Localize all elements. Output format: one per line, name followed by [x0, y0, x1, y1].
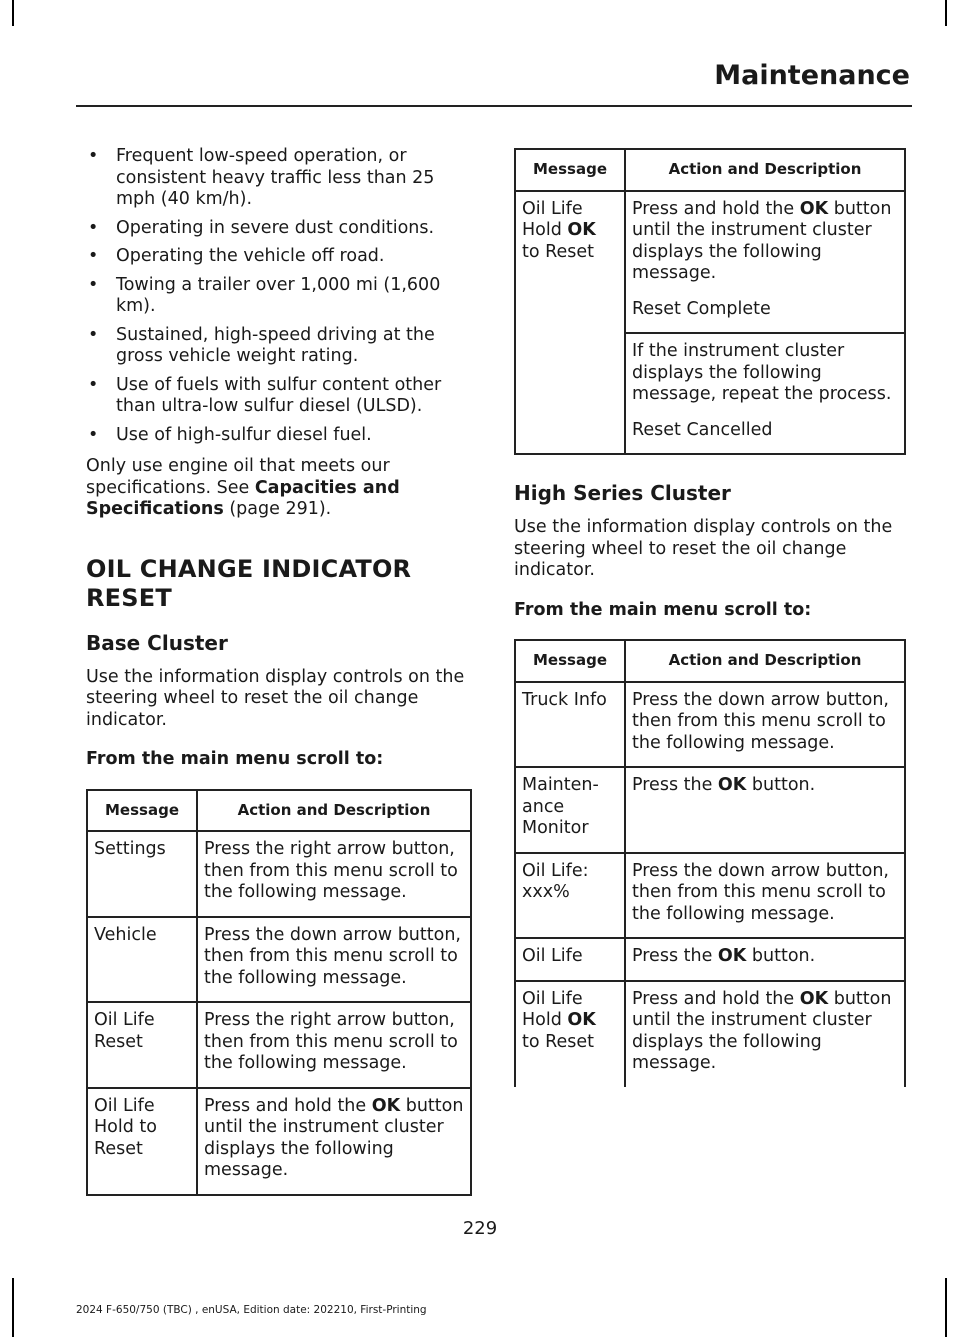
- page-number: 229: [462, 1218, 498, 1239]
- action-cell: [625, 191, 905, 334]
- action-text: button until the instrument cluster displays the following message.: [632, 988, 892, 1073]
- display-message: Reset Cancelled: [632, 419, 773, 440]
- bullet-icon: •: [88, 324, 99, 345]
- high-series-heading: High Series Cluster: [514, 481, 731, 505]
- ok-label: OK: [371, 1095, 401, 1116]
- crop-mark-top-left-v: [12, 0, 14, 26]
- table-row: [515, 191, 905, 334]
- action-text: Press the: [632, 775, 718, 795]
- high-series-text: Use the information display controls on the steering wheel to reset the oil change indicator.: [514, 517, 893, 580]
- ok-label: OK: [799, 198, 829, 219]
- column-header-action: Action and Description: [625, 640, 905, 682]
- list-item: [86, 246, 472, 268]
- message-text: Oil Life Hold: [522, 198, 583, 240]
- list-item: [86, 425, 472, 447]
- table-row: [87, 831, 471, 917]
- table-row: [515, 981, 905, 1087]
- message-cell: [515, 981, 625, 1087]
- action-cell: [625, 333, 905, 454]
- action-cell: Press the down arrow button, then from this menu scroll to the following message.: [625, 682, 905, 768]
- display-message: Reset Complete: [632, 298, 771, 319]
- list-item-text: Operating in severe dust conditions.: [116, 217, 435, 238]
- column-header-message: Message: [515, 640, 625, 682]
- list-item: [86, 146, 472, 211]
- bullet-icon: •: [88, 424, 99, 445]
- table-row: [515, 767, 905, 853]
- base-cluster-lead: From the main menu scroll to:: [86, 749, 384, 769]
- ok-label: OK: [799, 988, 829, 1009]
- action-text: If the instrument cluster displays the following message, repeat the process.: [632, 341, 892, 404]
- action-cell: Press the down arrow button, then from this menu scroll to the following message.: [625, 853, 905, 939]
- action-text: Press and hold the: [204, 1095, 372, 1116]
- message-cell: Settings: [87, 831, 197, 917]
- capacities-link[interactable]: Capacities and Specifications: [86, 477, 400, 519]
- column-header-message: Message: [87, 790, 197, 832]
- table-row: [87, 1002, 471, 1088]
- table-row: [87, 1088, 471, 1195]
- list-item: [86, 218, 472, 240]
- edition-footer: 2024 F-650/750 (TBC) , enUSA, Edition date: 202210, First-Printing: [76, 1304, 427, 1316]
- list-item-text: Frequent low-speed operation, or consistent heavy traffic less than 25 mph (40 km/h).: [116, 146, 435, 209]
- column-header-action: Action and Description: [197, 790, 471, 832]
- message-cell: Oil Life Reset: [87, 1002, 197, 1088]
- list-item-text: Operating the vehicle off road.: [116, 246, 385, 266]
- right-column: [514, 148, 906, 1087]
- message-text: to Reset: [522, 241, 595, 262]
- ok-label: OK: [717, 946, 747, 966]
- base-cluster-table: [86, 789, 472, 1196]
- message-cell: Mainten-ance Monitor: [515, 767, 625, 853]
- action-text-part: Press and hold the: [632, 198, 800, 219]
- message-cell: Oil Life Hold to Reset: [87, 1088, 197, 1195]
- crop-mark-bottom-right-v: [945, 1278, 947, 1337]
- section-title-line-2: RESET: [86, 583, 172, 612]
- table-row: [515, 938, 905, 981]
- message-cell: Truck Info: [515, 682, 625, 768]
- bullet-icon: •: [88, 374, 99, 395]
- table-row: [87, 917, 471, 1003]
- list-item-text: Towing a trailer over 1,000 mi (1,600 km).: [116, 274, 441, 316]
- message-cell: Vehicle: [87, 917, 197, 1003]
- action-cell: [625, 981, 905, 1087]
- table-header-row: [87, 790, 471, 832]
- header-rule: [76, 105, 912, 107]
- section-title-line-1: OIL CHANGE INDICATOR: [86, 554, 412, 583]
- list-item: [86, 325, 472, 368]
- bullet-icon: •: [88, 246, 99, 266]
- oil-spec-paragraph: [86, 456, 472, 521]
- table-header-row: [515, 640, 905, 682]
- column-header-action: Action and Description: [625, 149, 905, 191]
- high-series-table: [514, 639, 906, 1087]
- action-cell: [625, 767, 905, 853]
- list-item-text: Use of high-sulfur diesel fuel.: [116, 424, 372, 445]
- action-text: Press and hold the: [632, 988, 800, 1009]
- action-text-part: button until the instrument cluster displays the following message.: [632, 198, 892, 283]
- table-header-row: [515, 149, 905, 191]
- list-item: [86, 275, 472, 318]
- list-item: [86, 375, 472, 418]
- action-cell: Press the down arrow button, then from this menu scroll to the following message.: [197, 917, 471, 1003]
- action-text: button.: [746, 775, 816, 795]
- page-reference: (page 291).: [223, 499, 332, 519]
- message-cell: Oil Life: [515, 938, 625, 981]
- action-text: [632, 199, 898, 285]
- message-cell: [515, 191, 625, 455]
- crop-mark-top-right-v: [945, 0, 947, 26]
- table-row: [515, 682, 905, 768]
- message-cell: Oil Life: xxx%: [515, 853, 625, 939]
- bullet-icon: •: [88, 274, 99, 295]
- base-cluster-table-continued: [514, 148, 906, 455]
- action-cell: Press the right arrow button, then from this menu scroll to the following message.: [197, 831, 471, 917]
- column-header-message: Message: [515, 149, 625, 191]
- action-cell: [625, 938, 905, 981]
- base-cluster-text: Use the information display controls on the steering wheel to reset the oil change indicator.: [86, 666, 465, 730]
- page-title: Maintenance: [714, 60, 910, 91]
- ok-label: OK: [567, 220, 596, 240]
- action-cell: [197, 1088, 471, 1195]
- action-text: Press the: [632, 946, 718, 966]
- action-text: button until the instrument cluster displays the following message.: [204, 1095, 464, 1180]
- action-cell: Press the right arrow button, then from this menu scroll to the following message.: [197, 1002, 471, 1088]
- base-cluster-heading: Base Cluster: [86, 630, 228, 655]
- ok-label: OK: [567, 1010, 596, 1030]
- message-text: to Reset: [522, 1031, 595, 1052]
- list-item-text: Use of fuels with sulfur content other than ultra-low sulfur diesel (ULSD).: [116, 374, 442, 416]
- left-column: [86, 146, 472, 1196]
- condition-list: [86, 146, 472, 446]
- section-title: [86, 555, 472, 613]
- bullet-icon: •: [88, 217, 99, 238]
- table-row: [515, 853, 905, 939]
- bullet-icon: •: [88, 146, 99, 166]
- action-text: button.: [746, 946, 816, 966]
- oil-spec-text: Only use engine oil that meets our specifications. See: [86, 456, 390, 498]
- high-series-lead: From the main menu scroll to:: [514, 599, 812, 620]
- list-item-text: Sustained, high-speed driving at the gross vehicle weight rating.: [116, 324, 435, 366]
- message-text: Oil Life Hold: [522, 988, 583, 1030]
- ok-label: OK: [717, 775, 747, 795]
- crop-mark-bottom-left-v: [12, 1278, 14, 1337]
